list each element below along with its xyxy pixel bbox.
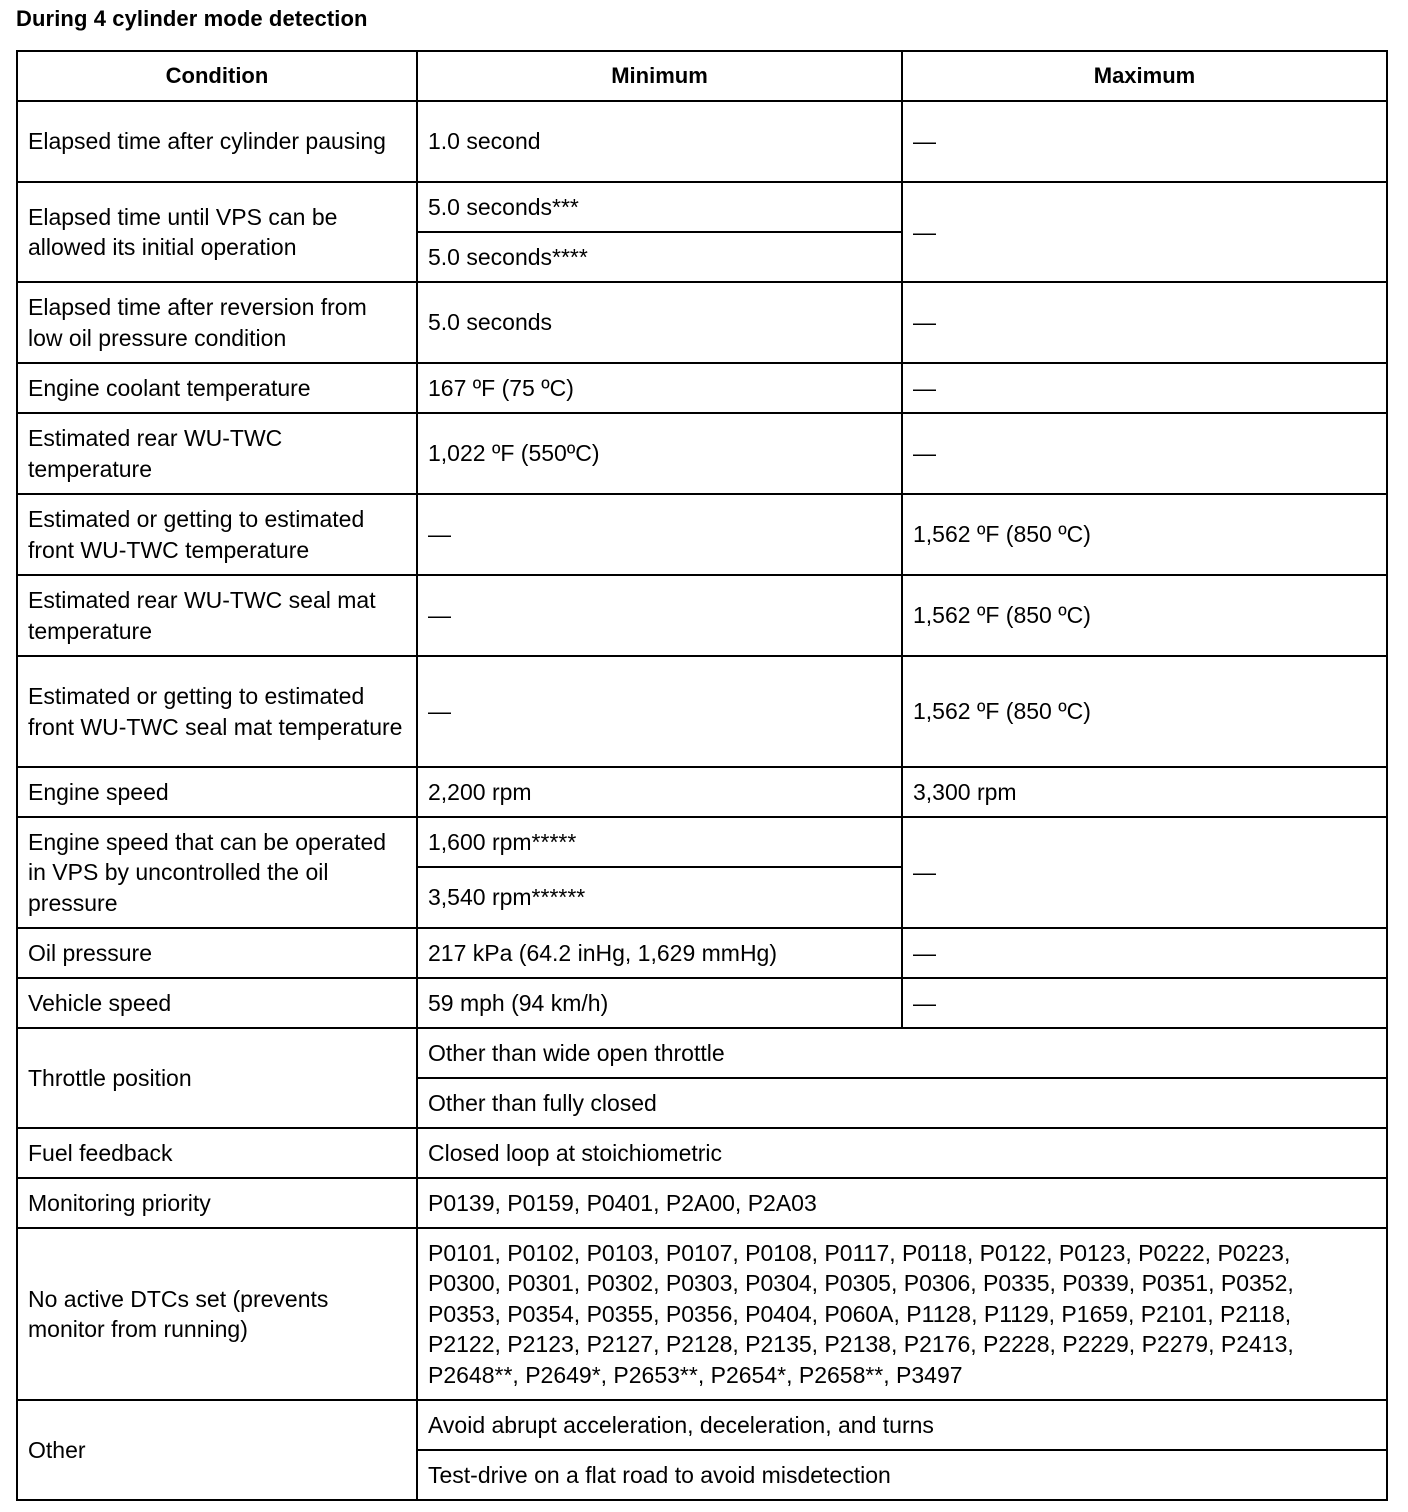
value-cell: Test-drive on a flat road to avoid misdetection [417,1450,1387,1500]
minimum-cell: 59 mph (94 km/h) [417,978,902,1028]
minimum-cell: 1.0 second [417,101,902,182]
dtc-line: P0300, P0301, P0302, P0303, P0304, P0305, P0306, P0335, P0339, P0351, P0352, [428,1270,1294,1297]
minimum-cell: 167 ºF (75 ºC) [417,363,902,413]
condition-cell: No active DTCs set (prevents monitor from running) [17,1228,417,1400]
maximum-cell: 1,562 ºF (850 ºC) [902,575,1387,656]
table-row [17,978,1387,1028]
header-row [17,51,1387,101]
dtc-line: P2648**, P2649*, P2653**, P2654*, P2658**, P3497 [428,1361,963,1388]
table-row [17,494,1387,575]
condition-cell: Engine speed that can be operated in VPS by uncontrolled the oil pressure [17,817,417,928]
maximum-cell: — [902,928,1387,978]
condition-cell: Monitoring priority [17,1178,417,1228]
table-row [17,282,1387,363]
minimum-cell: 1,600 rpm***** [417,817,902,867]
minimum-cell: 217 kPa (64.2 inHg, 1,629 mmHg) [417,928,902,978]
header-condition: Condition [17,51,417,101]
condition-cell: Elapsed time until VPS can be allowed its initial operation [17,182,417,282]
condition-cell: Elapsed time after cylinder pausing [17,101,417,182]
condition-cell: Throttle position [17,1028,417,1128]
value-cell: Other than fully closed [417,1078,1387,1128]
table-row [17,1178,1387,1228]
maximum-cell: — [902,182,1387,282]
value-cell: P0139, P0159, P0401, P2A00, P2A03 [417,1178,1387,1228]
minimum-cell: — [417,494,902,575]
table-row [17,1400,1387,1450]
table-row [17,413,1387,494]
dtc-line: P0101, P0102, P0103, P0107, P0108, P0117, P0118, P0122, P0123, P0222, P0223, [428,1239,1291,1266]
condition-cell: Engine speed [17,767,417,817]
table-row [17,182,1387,232]
condition-cell: Estimated rear WU-TWC temperature [17,413,417,494]
condition-cell: Engine coolant temperature [17,363,417,413]
value-cell: Avoid abrupt acceleration, deceleration, and turns [417,1400,1387,1450]
minimum-cell: 3,540 rpm****** [417,867,902,928]
maximum-cell: — [902,363,1387,413]
table-row [17,767,1387,817]
table-row [17,817,1387,867]
header-maximum: Maximum [902,51,1387,101]
maximum-cell: 1,562 ºF (850 ºC) [902,656,1387,767]
minimum-cell: 5.0 seconds [417,282,902,363]
header-minimum: Minimum [417,51,902,101]
maximum-cell: — [902,101,1387,182]
condition-cell: Fuel feedback [17,1128,417,1178]
table-row [17,363,1387,413]
maximum-cell: — [902,817,1387,928]
maximum-cell: — [902,413,1387,494]
minimum-cell: 2,200 rpm [417,767,902,817]
minimum-cell: — [417,575,902,656]
table-row [17,101,1387,182]
maximum-cell: — [902,978,1387,1028]
condition-cell: Estimated rear WU-TWC seal mat temperature [17,575,417,656]
table-row [17,656,1387,767]
dtc-line: P0353, P0354, P0355, P0356, P0404, P060A, P1128, P1129, P1659, P2101, P2118, [428,1300,1292,1327]
minimum-cell: — [417,656,902,767]
table-row [17,928,1387,978]
value-cell: Closed loop at stoichiometric [417,1128,1387,1178]
condition-cell: Oil pressure [17,928,417,978]
page-title: During 4 cylinder mode detection [16,6,368,31]
condition-cell: Estimated or getting to estimated front WU-TWC seal mat temperature [17,656,417,767]
condition-cell: Elapsed time after reversion from low oil pressure condition [17,282,417,363]
table-row [17,1028,1387,1078]
condition-cell: Vehicle speed [17,978,417,1028]
maximum-cell: 1,562 ºF (850 ºC) [902,494,1387,575]
condition-cell: Other [17,1400,417,1500]
maximum-cell: 3,300 rpm [902,767,1387,817]
dtc-list-cell [417,1228,1387,1400]
minimum-cell: 5.0 seconds*** [417,182,902,232]
condition-cell: Estimated or getting to estimated front WU-TWC temperature [17,494,417,575]
minimum-cell: 1,022 ºF (550ºC) [417,413,902,494]
minimum-cell: 5.0 seconds**** [417,232,902,282]
maximum-cell: — [902,282,1387,363]
table-row [17,1128,1387,1178]
table-row [17,575,1387,656]
table-row [17,1228,1387,1400]
conditions-table [16,50,1388,1501]
value-cell: Other than wide open throttle [417,1028,1387,1078]
dtc-line: P2122, P2123, P2127, P2128, P2135, P2138, P2176, P2228, P2229, P2279, P2413, [428,1331,1294,1358]
